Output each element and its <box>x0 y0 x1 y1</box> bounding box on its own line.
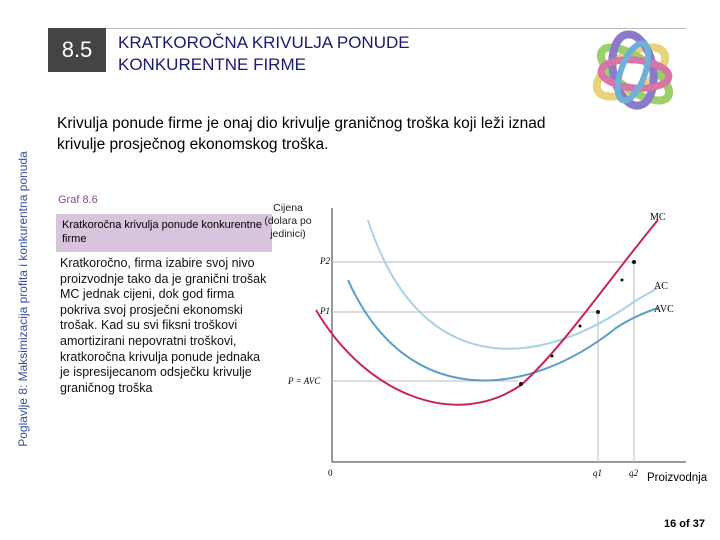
chapter-sidebar <box>0 0 46 540</box>
supply-dot <box>621 279 624 282</box>
page-title <box>118 32 410 76</box>
intro-text: Krivulja ponude firme je onaj dio krivulje graničnog troška koji leži iznad krivulje prosječnog ekonomskog troška. <box>57 115 546 153</box>
y-tick-p-avc: P = AVC <box>288 376 321 386</box>
p2-point <box>632 260 636 264</box>
supply-chart <box>286 200 706 500</box>
shutdown-point <box>519 382 523 386</box>
rings-logo <box>575 22 693 122</box>
supply-dot <box>551 355 554 358</box>
section-number: 8.5 <box>48 28 106 72</box>
chapter-title: Poglavlje 8: Maksimizacija profita i konkurentna ponuda <box>16 151 30 447</box>
x-tick-0: 0 <box>328 468 333 478</box>
figure-caption: Kratkoročna krivulja ponude konkurentne firme <box>56 214 272 252</box>
title-line-2: KONKURENTNE FIRME <box>118 55 306 74</box>
y-tick-p1: P1 <box>320 306 330 316</box>
page-number: 16 of 37 <box>664 518 705 530</box>
figure-label: Graf 8.6 <box>58 194 98 206</box>
body-text: Kratkoročno, firma izabire svoj nivo proizvodnje tako da je granični trošak MC jednak cijeni, dok god firma pokriva svoj prosječni ekonomski trošak. Kad su svi fiksni troškovi amortizirani nepovratni troškovi, kratkoročna krivulja ponude jednaka je ispresijecanom odsječku krivulje graničnog troška <box>60 256 267 395</box>
x-tick-q1: q1 <box>593 468 602 478</box>
avc-label: AVC <box>654 304 674 315</box>
y-axis-label: Cijena (dolara po jedinici) <box>264 202 312 240</box>
supply-dot <box>579 325 582 328</box>
p1-point <box>596 310 600 314</box>
x-tick-q2: q2 <box>629 468 638 478</box>
title-line-1: KRATKOROČNA KRIVULJA PONUDE <box>118 33 410 52</box>
x-axis-label: Proizvodnja <box>647 472 708 484</box>
y-tick-p2: P2 <box>320 256 330 266</box>
avc-curve <box>348 280 658 380</box>
mc-label: MC <box>650 212 666 223</box>
ac-label: AC <box>654 281 668 292</box>
